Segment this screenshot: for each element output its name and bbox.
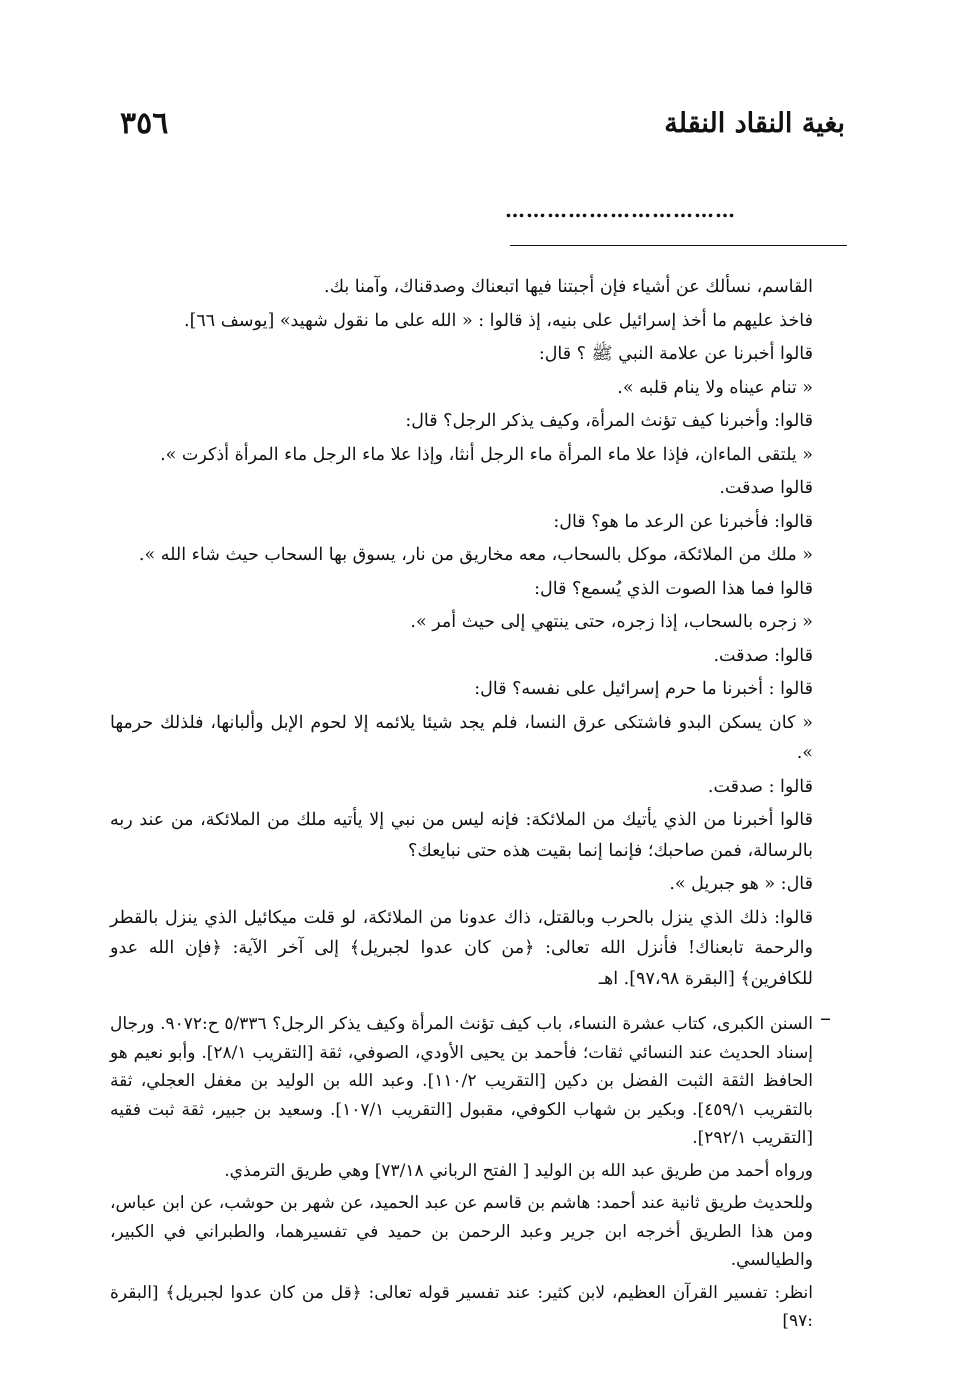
paragraph: « يلتقى الماءان، فإذا علا ماء المرأة ماء الرجل أنثا، وإذا علا ماء الرجل ماء المرأة أذكرت ». — [160, 444, 813, 465]
paragraph: قالوا : صدقت. — [707, 776, 813, 797]
paragraph: قالوا: ذلك الذي ينزل بالحرب وبالقتل، ذاك عدونا من الملائكة، لو قلت ميكائيل الذي ينزل بالقطر والرحمة تابعناك! فأنزل الله تعالى: ﴿من كان عدوا لجبريل﴾ إلى آخر الآية: ﴿فإن الله عدو للكافرين﴾ [البقرة ٩٧،٩٨]. اهـ — [110, 907, 813, 989]
running-title: بغية النقاد النقلة — [664, 108, 845, 139]
paragraph: قالوا: صدقت. — [713, 645, 813, 666]
horizontal-rule — [510, 245, 847, 246]
paragraph: قالوا أخبرنا من الذي يأتيك من الملائكة: فإنه ليس من نبي إلا يأتيه ملك من الملائكة، من عند ربه بالرسالة، فمن صاحبك؛ فإنما إنما بقيت هذه حتى نبايعك؟ — [110, 810, 813, 861]
paragraph: « كان يسكن البدو فاشتكى عرق النسا، فلم يجد شيئا يلائمه إلا لحوم الإبل وألبانها، فلذلك حرمها ». — [110, 712, 813, 763]
paragraph: « ملك من الملائكة، موكل بالسحاب، معه مخاريق من نار، يسوق بها السحاب حيث شاء الله ». — [138, 545, 813, 565]
footnote-paragraph: السنن الكبرى، كتاب عشرة النساء، باب كيف تؤنث المرأة وكيف يذكر الرجل؟ ٥/٣٣٦ ح:٩٠٧٢. ورجال إسناد الحديث عند النسائي ثقات؛ فأحمد بن يحيى الأودي، الصوفي، ثقة [التقريب ٢٨/١]. وأبو نعيم هو الحافظ الثقة الثبت الفضل بن دكين [التقريب ١١٠/٢]. وعبد الله بن الوليد بن مغفل العجلي، ثقة بالتقريب ٤٥٩/١]. وبكير بن شهاب الكوفي، مقبول [التقريب ١٠٧/١]. وسعيد بن جبير، ثقة ثبت فقيه [التقريب ٢٩٢/١]. — [110, 1014, 814, 1148]
footnote-paragraph: انظر: تفسير القرآن العظيم، لابن كثير: عند تفسير قوله تعالى: ﴿قل من كان عدوا لجبريل﴾ [البقرة :٩٧] — [110, 1282, 813, 1331]
paragraph: قالوا : أخبرنا ما حرم إسرائيل على نفسه؟ قال: — [474, 679, 813, 699]
paragraph: « تنام عيناه ولا ينام قلبه ». — [617, 377, 813, 398]
paragraph: قالوا صدقت. — [719, 478, 813, 498]
paragraph: « زجره بالسحاب، إذا زجره، حتى ينتهي إلى حيث أمر ». — [410, 612, 813, 632]
page-header — [120, 104, 845, 148]
paragraph: قالوا أخبرنا عن علامة النبي ﷺ ؟ قال: — [538, 344, 813, 364]
paragraph: فاخذ عليهم ما أخذ إسرائيل على بنيه، إذ قالوا : « الله على ما نقول شهيد» [يوسف ٦٦]. — [184, 310, 813, 331]
footnote-paragraph: وللحديث طريق ثانية عند أحمد: هاشم بن قاسم عن عبد الحميد، عن شهر بن حوشب، عن ابن عباس، ومن هذا الطريق أخرجه ابن جرير وعبد الرحمن بن حميد في تفسيرهما، والطبراني في الكبير، والطيالسي. — [110, 1193, 813, 1270]
paragraph: قالوا: فأخبرنا عن الرعد ما هو؟ قال: — [553, 511, 813, 532]
paragraph: قال: « هو جبريل ». — [669, 874, 813, 894]
main-text — [110, 272, 813, 997]
paragraph: قالوا فما هذا الصوت الذي يُسمع؟ قال: — [534, 578, 813, 599]
paragraph: القاسم، نسألك عن أشياء فإن أجبتنا فيها اتبعناك وصدقناك، وآمنا بك. — [324, 277, 813, 297]
page-number: ٣٥٦ — [120, 106, 169, 141]
dotted-separator: …………………………… — [505, 198, 736, 222]
paragraph: قالوا: وأخبرنا كيف تؤنث المرأة، وكيف يذكر الرجل؟ قال: — [405, 411, 813, 431]
footnote-marker: – — [820, 1006, 831, 1031]
footnotes — [110, 1010, 813, 1340]
footnote-paragraph: ورواه أحمد من طريق عبد الله بن الوليد [ الفتح الرباني ٧٣/١٨] وهي طريق الترمذي. — [224, 1160, 813, 1181]
